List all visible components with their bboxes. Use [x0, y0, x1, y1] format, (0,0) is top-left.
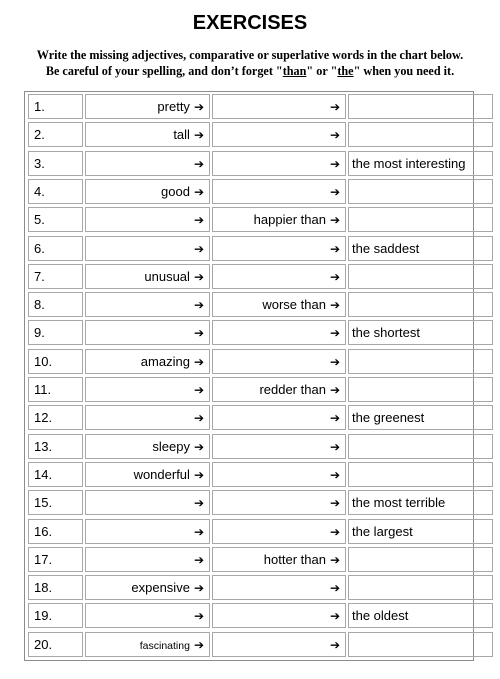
row-number: 11. [28, 377, 83, 402]
adjective-cell[interactable] [85, 320, 210, 345]
superlative-cell[interactable] [348, 575, 493, 600]
comparative-cell[interactable] [212, 405, 346, 430]
arrow-right-icon: ➔ [329, 213, 340, 228]
row-number: 6. [28, 236, 83, 261]
arrow-right-icon: ➔ [329, 552, 340, 567]
arrow-right-icon: ➔ [329, 609, 340, 624]
adjective-cell[interactable] [85, 632, 210, 657]
table-row [24, 291, 474, 319]
arrow-right-icon: ➔ [193, 128, 204, 143]
comparative-cell[interactable] [212, 151, 346, 176]
arrow-right-icon: ➔ [329, 467, 340, 482]
comparative-cell[interactable] [212, 320, 346, 345]
superlative-cell[interactable] [348, 434, 493, 459]
adjective-cell[interactable] [85, 462, 210, 487]
arrow-right-icon: ➔ [329, 326, 340, 341]
arrow-right-icon: ➔ [329, 184, 340, 199]
table-row [24, 348, 474, 376]
superlative-text: the saddest [352, 240, 420, 256]
adjective-cell[interactable] [85, 94, 210, 119]
arrow-right-icon: ➔ [193, 326, 204, 341]
comparative-cell[interactable] [212, 519, 346, 544]
arrow-right-icon: ➔ [329, 100, 340, 114]
superlative-cell[interactable] [348, 207, 493, 232]
arrow-right-icon: ➔ [193, 213, 204, 228]
superlative-cell[interactable] [348, 122, 493, 147]
adjective-cell[interactable] [85, 434, 210, 459]
arrow-right-icon: ➔ [193, 184, 204, 199]
row-number: 19. [28, 603, 83, 628]
adjective-text: unusual [144, 268, 190, 284]
comparative-cell[interactable] [212, 207, 346, 232]
keyword-than: than [282, 64, 307, 78]
row-number: 14. [28, 462, 83, 487]
arrow-right-icon: ➔ [329, 383, 340, 397]
superlative-text: the most terrible [352, 495, 446, 511]
instructions-text-a: Be careful of your spelling, and don’t forget " [45, 64, 283, 78]
comparative-text: worse than [262, 297, 326, 313]
superlative-cell[interactable] [348, 603, 493, 628]
adjective-cell[interactable] [85, 207, 210, 232]
comparative-cell[interactable] [212, 179, 346, 204]
arrow-right-icon: ➔ [193, 637, 204, 652]
row-number: 1. [28, 94, 83, 119]
adjective-text: expensive [131, 580, 190, 596]
comparative-cell[interactable] [212, 349, 346, 374]
arrow-right-icon: ➔ [329, 128, 340, 143]
adjective-text: pretty [157, 99, 190, 114]
table-row [24, 631, 474, 659]
adjective-text: sleepy [152, 438, 190, 454]
arrow-right-icon: ➔ [193, 100, 204, 114]
row-number: 8. [28, 292, 83, 317]
table-row [24, 121, 474, 149]
arrow-right-icon: ➔ [193, 496, 204, 511]
comparative-cell[interactable] [212, 94, 346, 119]
arrow-right-icon: ➔ [193, 552, 204, 567]
arrow-right-icon: ➔ [329, 298, 340, 313]
adjective-cell[interactable] [85, 405, 210, 430]
superlative-cell[interactable] [348, 151, 493, 176]
superlative-cell[interactable] [348, 264, 493, 289]
comparative-cell[interactable] [212, 490, 346, 515]
arrow-right-icon: ➔ [329, 439, 340, 454]
arrow-right-icon: ➔ [329, 241, 340, 256]
comparative-cell[interactable] [212, 575, 346, 600]
arrow-right-icon: ➔ [193, 439, 204, 454]
superlative-cell[interactable] [348, 405, 493, 430]
table-row [24, 319, 474, 347]
superlative-cell[interactable] [348, 632, 493, 657]
row-number: 2. [28, 122, 83, 147]
instructions-line-1: Write the missing adjectives, comparative or superlative words in the chart below. [36, 48, 464, 62]
superlative-cell[interactable] [348, 236, 493, 261]
comparative-cell[interactable] [212, 236, 346, 261]
row-number: 17. [28, 547, 83, 572]
adjective-text: amazing [140, 353, 190, 369]
arrow-right-icon: ➔ [193, 298, 204, 313]
arrow-right-icon: ➔ [193, 411, 204, 426]
table-row [24, 461, 474, 489]
table-row [24, 404, 474, 432]
adjective-cell[interactable] [85, 122, 210, 147]
adjective-cell[interactable] [85, 179, 210, 204]
superlative-cell[interactable] [348, 377, 493, 402]
comparative-cell[interactable] [212, 632, 346, 657]
superlative-text: the most interesting [352, 155, 466, 171]
superlative-cell[interactable] [348, 179, 493, 204]
adjective-cell[interactable] [85, 603, 210, 628]
table-row [24, 93, 474, 121]
table-row [24, 263, 474, 291]
row-number: 4. [28, 179, 83, 204]
instructions-text-c: " when you need it. [353, 64, 455, 78]
row-number: 16. [28, 519, 83, 544]
adjective-cell[interactable] [85, 377, 210, 402]
adjective-text: wonderful [133, 466, 190, 482]
table-row [24, 376, 474, 404]
superlative-cell[interactable] [348, 292, 493, 317]
row-number: 10. [28, 349, 83, 374]
arrow-right-icon: ➔ [193, 524, 204, 539]
superlative-cell[interactable] [348, 94, 493, 119]
adjective-cell[interactable] [85, 519, 210, 544]
adjective-text: tall [173, 127, 190, 143]
adjective-cell[interactable] [85, 349, 210, 374]
superlative-cell[interactable] [348, 462, 493, 487]
comparative-cell[interactable] [212, 122, 346, 147]
adjective-cell[interactable] [85, 575, 210, 600]
comparative-cell[interactable] [212, 603, 346, 628]
row-number: 7. [28, 264, 83, 289]
table-row [24, 178, 474, 206]
comparative-cell[interactable] [212, 264, 346, 289]
superlative-cell[interactable] [348, 519, 493, 544]
arrow-right-icon: ➔ [329, 411, 340, 426]
instructions-line-2 [0, 64, 500, 79]
table-row [24, 150, 474, 178]
arrow-right-icon: ➔ [193, 581, 204, 596]
comparative-cell[interactable] [212, 434, 346, 459]
adjective-text: fascinating [139, 639, 190, 652]
superlative-cell[interactable] [348, 490, 493, 515]
comparative-cell[interactable] [212, 292, 346, 317]
instructions-text-b: " or " [306, 64, 338, 78]
arrow-right-icon: ➔ [329, 581, 340, 596]
superlative-text: the shortest [352, 325, 420, 341]
adjective-cell[interactable] [85, 490, 210, 515]
row-number: 3. [28, 151, 83, 176]
row-number: 9. [28, 320, 83, 345]
adjective-cell[interactable] [85, 236, 210, 261]
table-row [24, 602, 474, 630]
superlative-text: the largest [352, 523, 413, 539]
row-number: 13. [28, 434, 83, 459]
arrow-right-icon: ➔ [193, 269, 204, 284]
table-row [24, 206, 474, 234]
arrow-right-icon: ➔ [193, 383, 204, 397]
superlative-text: the oldest [352, 608, 409, 624]
superlative-cell[interactable] [348, 547, 493, 572]
arrow-right-icon: ➔ [329, 269, 340, 284]
adjective-cell[interactable] [85, 151, 210, 176]
table-row [24, 574, 474, 602]
arrow-right-icon: ➔ [193, 609, 204, 624]
row-number: 20. [28, 632, 83, 657]
comparative-cell[interactable] [212, 547, 346, 572]
arrow-right-icon: ➔ [193, 241, 204, 256]
table-row [24, 518, 474, 546]
arrow-right-icon: ➔ [193, 156, 204, 171]
comparative-text: redder than [259, 382, 326, 397]
page-title: EXERCISES [192, 12, 308, 34]
adjective-cell[interactable] [85, 547, 210, 572]
comparative-text: hotter than [263, 551, 326, 567]
arrow-right-icon: ➔ [193, 354, 204, 369]
superlative-text: the greenest [352, 410, 425, 426]
row-number: 15. [28, 490, 83, 515]
adjective-cell[interactable] [85, 292, 210, 317]
comparative-cell[interactable] [212, 462, 346, 487]
arrow-right-icon: ➔ [329, 496, 340, 511]
comparative-cell[interactable] [212, 377, 346, 402]
arrow-right-icon: ➔ [193, 467, 204, 482]
arrow-right-icon: ➔ [329, 637, 340, 652]
arrow-right-icon: ➔ [329, 354, 340, 369]
arrow-right-icon: ➔ [329, 156, 340, 171]
table-row [24, 546, 474, 574]
keyword-the: the [337, 64, 354, 78]
row-number: 5. [28, 207, 83, 232]
table-row [24, 235, 474, 263]
superlative-cell[interactable] [348, 320, 493, 345]
row-number: 18. [28, 575, 83, 600]
comparative-text: happier than [253, 212, 326, 228]
arrow-right-icon: ➔ [329, 524, 340, 539]
adjective-cell[interactable] [85, 264, 210, 289]
table-row [24, 489, 474, 517]
adjective-text: good [161, 183, 190, 199]
superlative-cell[interactable] [348, 349, 493, 374]
row-number: 12. [28, 405, 83, 430]
table-row [24, 433, 474, 461]
